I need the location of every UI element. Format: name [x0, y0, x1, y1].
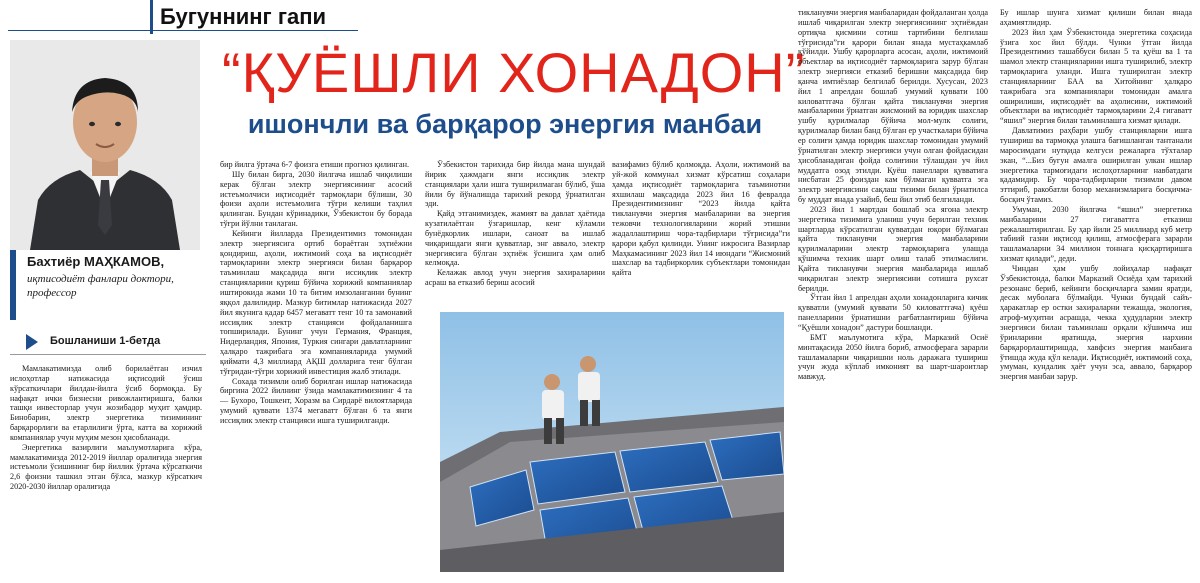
subheadline: ишончли ва барқарор энергия манбаи: [247, 109, 763, 139]
author-name: Бахтиёр МАҲКАМОВ,: [27, 254, 165, 269]
paragraph: 2023 йил ҳам Ўзбекистонда энергетика соҳасида ўзига хос йил бўлди. Чунки ўтган йилда Президентимиз ташаббуси билан 5 та қуёш ва 1 та шамол электр станцияларини ишга туширилиб, электр тармоқларига уланди. Ишга туширилган электр станцияларнинг БАА ва Хитойнинг ҳалқаро тажрибага эга компаниялари томонидан амалга оширилиши, иқтисодиёт ва аҳолисини, ижтимоий объектлари ва иқтисодиёт тармоқларини 2,4 гигаватт “яшил” энергия билан таъминлашга хизмат қилади.: [1000, 27, 1192, 126]
solar-panels-photo: [440, 312, 784, 572]
paragraph: Чиндан ҳам ушбу лойиҳалар нафақат Ўзбекистонда, балки Марказий Осиёда ҳам тарихий резонанс бериб, кейинги босқичларга замин яратди, десак муболаға бўлмайди. Чунки бундай сайъ-ҳаракатлар ер остки захираларни тежашда, экология, атроф-муҳитни асрашда, чекка ҳудудларни электр энергияси билан таъминлаш орқали кўшимча иш ўринларини яратишда, энергия нархини барқарорлаштиришда, хавфсиз энергия манбаига ўтишда жуда қўл келади. Иқтисодиёт, ижтимоий соҳа, умуман, кундалик ҳаёт учун эса, аввало, барқарор энергия манбаи зарур.: [1000, 263, 1192, 382]
column-4: [612, 160, 790, 310]
paragraph: Давлатимиз раҳбари ушбу станцияларни ишга тушириш ва тармоққа улашга бағишланган тантанали маросимдаги нутқида келгуси режаларга тўхталар экан, “...Биз бугун амалга оширилган улкан ишлар энергетика тармоғидаги ислоҳотларнинг навбатдаги қадамидир. Бу чора-тадбирларни тизимли давом эттириб, ракобатли бозор механизмларига босқичма-босқич ўтамиз.: [1000, 126, 1192, 205]
column-1: [10, 364, 202, 576]
continued-label: Бошланиши 1-бетда: [50, 335, 161, 347]
paragraph: Кейинги йилларда Президентимиз томонидан электр энергиясига ортиб бораётган эҳтиёжни қондириш, аҳоли, ижтимоий соҳа ва иқтисодиёт тармоқларини электр энергияси билан барқарор таъминлаш мақсадида янги иссиқлик электр станцияларини қуриш бўйича хорижий компаниялар иштирокида жами 10 та битим имзоланганни бунинг яққол далилидир. Мазкур битимлар натижасида 2027 йил якунига қадар 6457 мегаватт тенг 10 та замонавий иссиқлик электр станцияси фойдаланишга топширилади. Бунинг учун Германия, Франция, Нидерландия, Япония, Туркия сингари давлатларнинг ҳалқаро тажрибага эга компанияларида умумий қиймати 4,3 миллиард АҚШ долларига тенг бўлган тўғридан-тўғри хорижий инвестиция жалб этилади.: [220, 228, 412, 376]
column-3: [425, 160, 605, 310]
author-accent-bar: [10, 250, 16, 320]
author-photo: [10, 40, 200, 250]
paragraph: Ўтган йил 1 апрелдан аҳоли хонадонларига кичик қувватли (умумий қуввати 50 киловаттгача) қуёш панелларини ўрнатишни рағбатлантириш бўйича “Қуёшли хонадон” дастури бошланди.: [798, 293, 988, 332]
rubric-title: Бугуннинг гапи: [160, 4, 327, 29]
paragraph: Сохада тизимли олиб борилган ишлар натижасида биргина 2022 йилнинг ўзида мамлакатимизнинг 4 та — Бухоро, Тошкент, Хоразм ва Сирдарё вилоятларида умумий қуввати 1374 мегаватт бўлган 6 та янги иссиқлик электр станцияси ишга туширилганди.: [220, 376, 412, 425]
solar-roof-illustration-icon: [440, 312, 784, 572]
paragraph: вазифамиз бўлиб қолмоқда. Аҳоли, ижтимоий ва уй-жой коммунал хизмат кўрсатиш соҳалари ҳамда иқтисодиёт тармоқларига таъминотни яхшилаш мақсадида 2023 йил 16 февралда Президентимизнинг “2023 йилда қайта тикланувчи энергия манбаларини ва энергия тежовчи технологияларини жорий этишни жадаллаштириш чора-тадбирлари тўғрисида”ги қарори қабул қилинди. Унинг ижросига Вазирлар Маҳкамасининг 2023 йил 14 июндаги “Жисмоний шахслар ва тадбиркорлик субъектлари томонидан қайта: [612, 160, 790, 278]
paragraph: бир йилга ўртача 6-7 фоизга етиши прогноз қилинган.: [220, 160, 410, 169]
paragraph: Ўзбекистон тарихида бир йилда мана шундай йирик ҳажмдаги янги иссиқлик электр станциялари ҳали ишга туширилмаган бўлиб, ўша йили бу йўналишда тарихий рекорд ўрнатилган эди.: [425, 160, 605, 209]
column-2: [220, 160, 412, 574]
paragraph: Умуман, 2030 йилгача “яшил” энергетика манбаларини 27 гигаваттга етказиш режалаштирилган. Бу ҳар йили 25 миллиард куб метр табиий газни иқтисод қилиш, атмосферага зарарли ташламаларни 34 миллион тоннага қисқартиришга хизмат қилади”, деди.: [1000, 204, 1192, 264]
column-6: [1000, 8, 1192, 576]
author-title: иқтисодиёт фанлари доктори, профессор: [27, 273, 174, 299]
rubric-rule: [8, 30, 358, 31]
paragraph: Келажак авлод учун энергия захираларини асраш ва етказиб бериш асосий: [425, 268, 605, 288]
headline: “ҚУЁШЛИ ХОНАДОН”: [222, 41, 806, 104]
divider: [10, 354, 206, 355]
author-portrait-icon: [10, 40, 200, 250]
paragraph: БМТ маълумотига кўра, Марказий Осиё минтақасида 2050 йилга бориб, атмосферага зарарли ташламаларни чиқаришни ноль даражага тушириш учун жуда кўплаб имконият ва шарт-шароитлар мавжуд.: [798, 332, 988, 382]
paragraph: 2023 йил 1 мартдан бошлаб эса ягона электр энергетика тизимига уланиш учун берилган техник шартларда кўрсатилган қувватдан юқори бўлмаган қайта тикланувчи энергия манбаларини қурилмаларини электр тармоқларига улашда қўшимча техник шарт олиш талаб этилмаслиги. Қайта тикланувчи энергия манбаларида ишлаб чиқарилган электр энергиясини сотишга рухсат берилди.: [798, 204, 988, 293]
paragraph: Энергетика вазирлиги маълумотларига кўра, мамлакатимизда 2012-2019 йиллар оралиғида энергия истеъмоли ўсишининг бир йиллик ўртача кўрсаткичи 2,6 фоизни ташкил этган бўлса, мазкур кўрсаткич 2020-2030 йиллар оралиғида: [10, 442, 202, 492]
paragraph: Шу билан бирга, 2030 йилгача ишлаб чиқилиши керак бўлган электр энергиясининг асосий истеъмолчиси иқтисодиёт тармоқлари бўлиши, 30 фоизи аҳоли истеъмолига тўғри келиши таҳлил қилинган. Бундан кўринадики, Ўзбекистон бу борада тўғри йўлни танлаган.: [220, 169, 412, 229]
column-5: [798, 8, 988, 576]
paragraph: Қайд этганимиздек, жамият ва давлат ҳаётида кузатилаётган ўзгаришлар, кенг кўламли бунёдкорлик ишлари, саноат ва ишлаб чиқаришдаги янги қувватлар, энг аввало, электр энергиясига бўлган эҳтиёж ўсишига ҳам олиб келмоқда.: [425, 209, 605, 268]
paragraph: Бу ишлар шунга хизмат қилиши билан янада аҳамиятлидир.: [1000, 8, 1192, 27]
continued-marker: [26, 332, 206, 350]
paragraph: тикланувчи энергия манбаларидан фойдаланган ҳолда ишлаб чиқарилган электр энергиясининг эҳтиёждан ортиқча қисмини сотиш тартибини белгилаш тўғрисида”ги қарори билан янада мустаҳкамлаб қўйилди. Ушбу қарорларга асосан, аҳоли, ижтимоий объектлар ва иқтисодиёт тармоқларига зарур бўлган электр энергияси етказиб беришни мақсадида бир қанча имтиёзлар белгилаб берилди. Хусусан, 2023 йил 1 апрелдан бошлаб умумий қуввати 100 киловаттгача бўлган қайта тикланувчи энергия манбаларини ўрнатган жисмоний ва юридик шахслар ушбу қурилмалар бўйича мол-мулк солиғи, қурилмалар билан банд бўлган ер участкалари бўйича ер солиғи ҳамда юридик шахслар томонидан умумий ўрнатилган электр энергияси учун олган фойдасидан ҳисобланадиган фойда солиғини тўлашдан уч йил муддатга озод этилди. Қуёш панеллари қувватига нисбатан 25 фоиздан кам бўлмаган қувватга эга электр энергиясини сақлаш тизими билан ўрнатилса бу муддат янада узайиб, беш йил этиб белгиланди.: [798, 8, 988, 205]
paragraph: Мамлакатимизда олиб борилаётган изчил ислоҳотлар натижасида иқтисодий ўсиш кўрсаткичлари йилдан-йилга ўсиб бормоқда. Бу нафақат ички бизнесни ривожлантиришга, балки ташқи инвесторлар учун жозибадор муҳит ҳамдир. Бинобарин, электр энергетика тизимининг барқарорлиги ва етарлилиги ўрта, катта ва хорижий компаниялар учун муҳим мезон ҳисобланади.: [10, 364, 202, 442]
triangle-arrow-icon: [26, 334, 38, 350]
